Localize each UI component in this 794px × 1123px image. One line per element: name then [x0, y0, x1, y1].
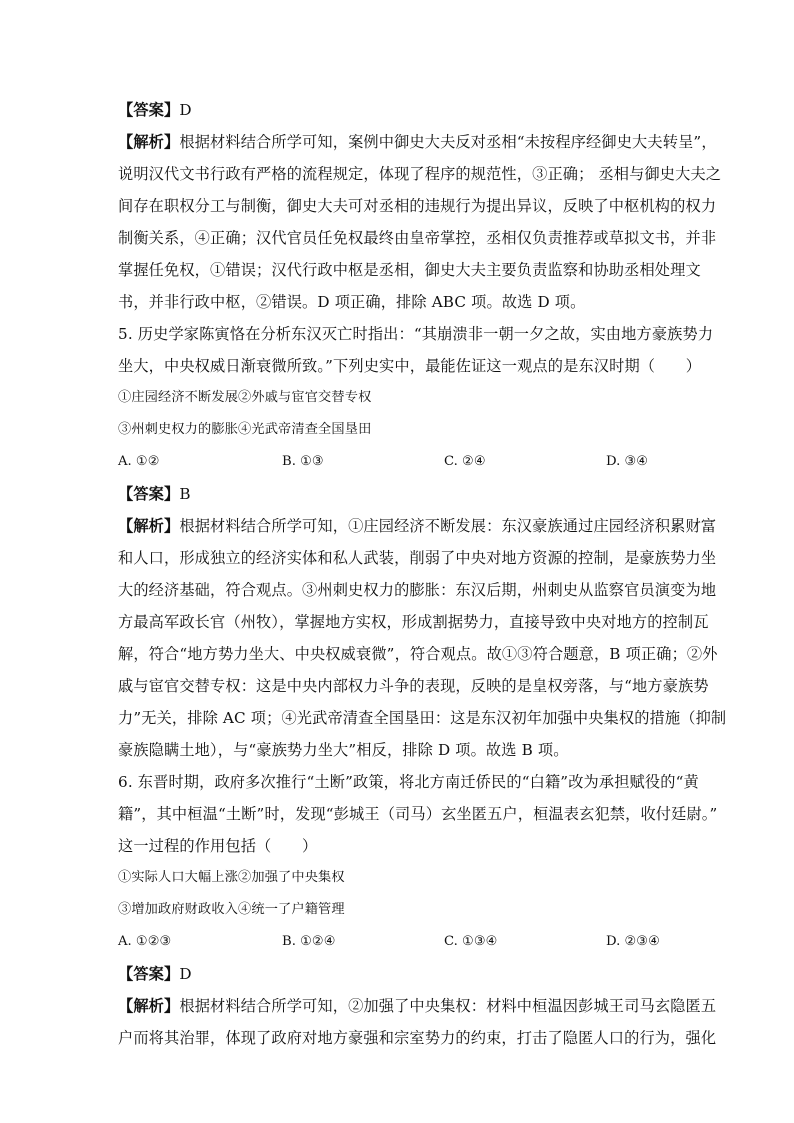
- answer-value: D: [179, 101, 192, 119]
- q6-answer-line: [118, 964, 678, 984]
- q4-analysis-line-5: 掌握任免权，①错误；汉代行政中枢是丞相，御史大夫主要负责监察和协助丞相处理文: [118, 261, 701, 279]
- answer-value: B: [179, 485, 191, 503]
- q6-stem-line-3: 这一过程的作用包括（ ）: [118, 837, 318, 855]
- q4-analysis-line-6: 书，并非行政中枢，②错误。D 项正确，排除 ABC 项。故选 D 项。: [118, 293, 586, 311]
- analysis-tag: 【解析】: [118, 517, 180, 535]
- q5-analysis-line-2: 和人口，形成独立的经济实体和私人武装，削弱了中央对地方资源的控制，是豪族势力坐: [118, 549, 717, 567]
- q5-option-a[interactable]: A. ①②: [118, 454, 160, 469]
- q5-analysis-line-3: 大的经济基础，符合观点。③州刺史权力的膨胀：东汉后期，州刺史从监察官员演变为地: [118, 581, 717, 599]
- q5-analysis-line-6: 戚与宦官交替专权：这是中央内部权力斗争的表现，反映的是皇权旁落，与“地方豪族势: [118, 677, 709, 695]
- q5-option-c[interactable]: C. ②④: [444, 454, 486, 469]
- q6-stem-line-2: 籍”，其中桓温“土断”时，发现“彭城王（司马）玄坐匿五户，桓温表玄犯禁，收付廷尉。”: [118, 805, 718, 823]
- q5-item-line-2: ③州刺史权力的膨胀④光武帝清查全国垦田: [118, 422, 372, 437]
- q6-stem-line-1: 6. 东晋时期，政府多次推行“土断”政策，将北方南迁侨民的“白籍”改为承担赋役的“黄: [118, 773, 699, 791]
- q6-option-b[interactable]: B. ①②④: [282, 934, 336, 949]
- q5-analysis-line-4: 方最高军政长官（州牧），掌握地方实权，形成割据势力，直接导致中央对地方的控制瓦: [118, 613, 709, 631]
- analysis-text: 根据材料结合所学可知，②加强了中央集权：材料中桓温因彭城王司马玄隐匿五: [179, 997, 717, 1015]
- q4-analysis-line-1: [118, 132, 717, 152]
- q4-answer-line: [118, 100, 678, 120]
- q6-item-line-1: ①实际人口大幅上涨②加强了中央集权: [118, 870, 345, 885]
- analysis-text: 根据材料结合所学可知，案例中御史大夫反对丞相“未按程序经御史大夫转呈”，: [179, 133, 717, 151]
- q6-option-d[interactable]: D. ②③④: [606, 934, 660, 949]
- q5-stem-line-1: 5. 历史学家陈寅恪在分析东汉灭亡时指出：“其崩溃非一朝一夕之故，实由地方豪族势力: [118, 325, 714, 343]
- q4-analysis-line-4: 制衡关系，④正确；汉代官员任免权最终由皇帝掌控，丞相仅负责推荐或草拟文书，并非: [118, 229, 717, 247]
- answer-value: D: [179, 965, 192, 983]
- q5-item-line-1: ①庄园经济不断发展②外戚与宦官交替专权: [118, 390, 372, 405]
- q6-analysis-line-1: [118, 996, 717, 1016]
- q5-option-d[interactable]: D. ③④: [606, 454, 649, 469]
- q5-option-b[interactable]: B. ①③: [282, 454, 324, 469]
- q5-analysis-line-7: 力”无关，排除 AC 项；④光武帝清查全国垦田：这是东汉初年加强中央集权的措施（抑制: [118, 709, 727, 727]
- analysis-tag: 【解析】: [118, 133, 180, 151]
- answer-tag: 【答案】: [118, 965, 180, 983]
- answer-tag: 【答案】: [118, 485, 180, 503]
- q6-option-c[interactable]: C. ①③④: [444, 934, 498, 949]
- q6-option-a[interactable]: A. ①②③: [118, 934, 172, 949]
- q5-analysis-line-8: 豪族隐瞒土地），与“豪族势力坐大”相反，排除 D 项。故选 B 项。: [118, 741, 569, 759]
- analysis-text: 根据材料结合所学可知，①庄园经济不断发展：东汉豪族通过庄园经济积累财富: [179, 517, 717, 535]
- q4-analysis-line-3: 间存在职权分工与制衡，御史大夫可对丞相的违规行为提出异议，反映了中枢机构的权力: [118, 197, 717, 215]
- q5-analysis-line-1: [118, 516, 717, 536]
- q5-analysis-line-5: 解，符合“地方势力坐大、中央权威衰微”，符合观点。故①③符合题意，B 项正确；②外: [118, 645, 718, 663]
- q4-analysis-line-2: 说明汉代文书行政有严格的流程规定，体现了程序的规范性，③正确； 丞相与御史大夫之: [118, 165, 722, 183]
- q5-stem-line-2: 坐大，中央权威日渐衰微所致。”下列史实中，最能佐证这一观点的是东汉时期（ ）: [118, 357, 702, 375]
- analysis-tag: 【解析】: [118, 997, 180, 1015]
- answer-tag: 【答案】: [118, 101, 180, 119]
- q5-answer-line: [118, 484, 678, 504]
- q6-item-line-2: ③增加政府财政收入④统一了户籍管理: [118, 902, 345, 917]
- q6-analysis-line-2: 户而将其治罪，体现了政府对地方豪强和宗室势力的约束，打击了隐匿人口的行为，强化: [118, 1029, 717, 1047]
